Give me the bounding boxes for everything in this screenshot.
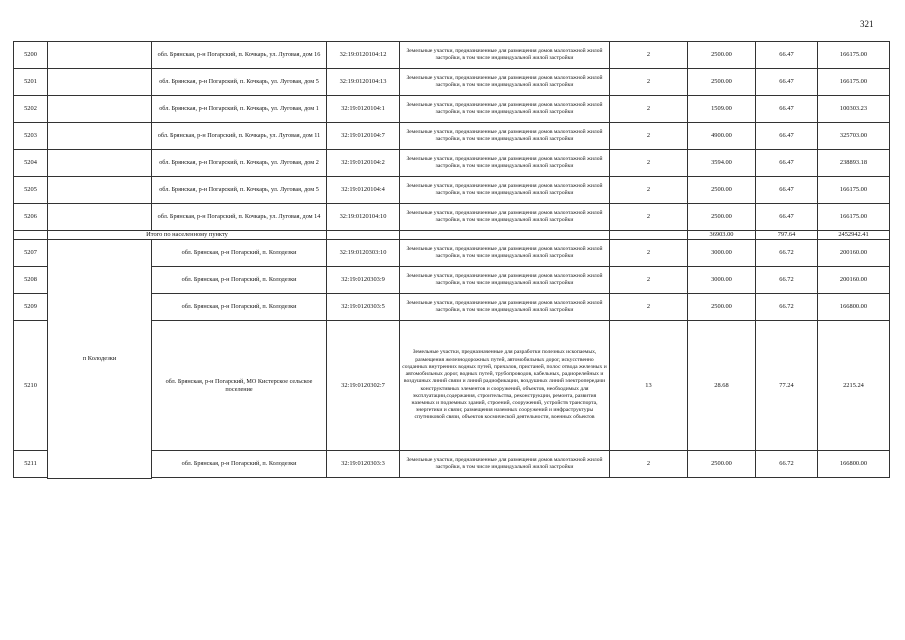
- table-row: [14, 69, 890, 96]
- value-cell: 100303.23: [818, 96, 890, 123]
- value-cell: 166800.00: [818, 294, 890, 321]
- rate-cell: 66.72: [756, 267, 818, 294]
- group-cell: 2: [610, 240, 688, 267]
- row-number: 5210: [14, 321, 48, 451]
- land-use-description: Земельные участки, предназначенные для размещения домов малоэтажной жилой застройки, в том числе индивидуальной жилой застройки: [400, 240, 610, 267]
- spacer-cell: [610, 478, 688, 479]
- land-use-description: Земельные участки, предназначенные для размещения домов малоэтажной жилой застройки, в том числе индивидуальной жилой застройки: [400, 294, 610, 321]
- area-cell: 2500.00: [688, 42, 756, 69]
- value-cell: 166175.00: [818, 69, 890, 96]
- settlement-cell: [48, 69, 152, 96]
- settlement-cell: [48, 123, 152, 150]
- rate-cell: 77.24: [756, 321, 818, 451]
- value-cell: 238893.18: [818, 150, 890, 177]
- rate-cell: 66.72: [756, 451, 818, 478]
- area-cell: 2500.00: [688, 177, 756, 204]
- rate-cell: 66.47: [756, 42, 818, 69]
- spacer-cell: [327, 478, 400, 479]
- value-cell: 200160.00: [818, 240, 890, 267]
- table-row: [14, 42, 890, 69]
- rate-cell: 66.47: [756, 69, 818, 96]
- address-cell: обл. Брянская, р-н Погарский, п. Кочкарь, ул. Луговая, дом 5: [152, 69, 327, 96]
- row-number: 5208: [14, 267, 48, 294]
- cadastral-number: 32:19:0120104:7: [327, 123, 400, 150]
- table-row: [14, 123, 890, 150]
- value-cell: 166175.00: [818, 204, 890, 231]
- table-row: [14, 177, 890, 204]
- area-cell: 2500.00: [688, 451, 756, 478]
- table-row: [14, 204, 890, 231]
- group-cell: 2: [610, 177, 688, 204]
- group-cell: 2: [610, 204, 688, 231]
- settlement-cell: [48, 177, 152, 204]
- address-cell: обл. Брянская, р-н Погарский, п. Колодезки: [152, 294, 327, 321]
- address-cell: обл. Брянская, р-н Погарский, п. Кочкарь, ул. Луговая, дом 11: [152, 123, 327, 150]
- group-cell: 2: [610, 150, 688, 177]
- subtotal-value: 2452942.41: [818, 231, 890, 240]
- group-cell: 2: [610, 267, 688, 294]
- address-cell: обл. Брянская, р-н Погарский, п. Кочкарь, ул. Луговая, дом 1: [152, 96, 327, 123]
- cadastral-number: 32:19:0120303:10: [327, 240, 400, 267]
- row-number: 5203: [14, 123, 48, 150]
- group-cell: 2: [610, 123, 688, 150]
- cadastral-number: 32:19:0120104:2: [327, 150, 400, 177]
- table-row: [14, 150, 890, 177]
- settlement-cell: [48, 96, 152, 123]
- group-cell: 2: [610, 294, 688, 321]
- row-number: 5200: [14, 42, 48, 69]
- rate-cell: 66.47: [756, 96, 818, 123]
- land-use-description: Земельные участки, предназначенные для размещения домов малоэтажной жилой застройки, в том числе индивидуальной жилой застройки: [400, 150, 610, 177]
- land-use-description: Земельные участки, предназначенные для разработки полезных ископаемых, размещения железнодорожных путей, автомобильных дорог, искусственно созданных внутренних водных путей, причалов, пристаней, полос отвода железных и автомобильных дорог, водных путей, трубопроводов, кабельных, радиорелейных и воздушных линий связи и линий радиофикации, воздушных линий электропередачи конструктивных элементов и сооружений, объектов, необходимых для эксплуатации,содержания, строительства, реконструкции, ремонта, развития наземных и подземных зданий, строений, сооружений, устройств транспорта, энергетики и связи; размещения наземных сооружений и инфраструктуры спутниковой связи, объектов космической деятельности, военных объектов: [400, 321, 610, 451]
- row-number: 5206: [14, 204, 48, 231]
- land-use-description: Земельные участки, предназначенные для размещения домов малоэтажной жилой застройки, в том числе индивидуальной жилой застройки: [400, 42, 610, 69]
- row-number: 5207: [14, 240, 48, 267]
- rate-cell: 66.72: [756, 240, 818, 267]
- subtotal-row: [14, 231, 890, 240]
- spacer-cell: [756, 478, 818, 479]
- land-use-description: Земельные участки, предназначенные для размещения домов малоэтажной жилой застройки, в том числе индивидуальной жилой застройки: [400, 177, 610, 204]
- rate-cell: 66.72: [756, 294, 818, 321]
- spacer-cell: [400, 478, 610, 479]
- value-cell: 166175.00: [818, 42, 890, 69]
- row-number: [14, 231, 48, 240]
- area-cell: 28.68: [688, 321, 756, 451]
- value-cell: 166800.00: [818, 451, 890, 478]
- land-use-description: Земельные участки, предназначенные для размещения домов малоэтажной жилой застройки, в том числе индивидуальной жилой застройки: [400, 96, 610, 123]
- spacer-cell: [818, 478, 890, 479]
- cadastral-number: 32:19:0120104:12: [327, 42, 400, 69]
- subtotal-label: Итого по населенному пункту: [48, 231, 327, 240]
- row-number: 5204: [14, 150, 48, 177]
- cadastral-number: 32:19:0120104:1: [327, 96, 400, 123]
- land-registry-table: [13, 41, 890, 479]
- area-cell: 1509.00: [688, 96, 756, 123]
- subtotal-area: 36903.00: [688, 231, 756, 240]
- settlement-cell: [48, 204, 152, 231]
- address-cell: обл. Брянская, р-н Погарский, п. Кочкарь, ул. Луговая, дом 14: [152, 204, 327, 231]
- group-cell: [610, 231, 688, 240]
- group-cell: 2: [610, 42, 688, 69]
- address-cell: обл. Брянская, р-н Погарский, п. Колодезки: [152, 451, 327, 478]
- cadastral-number: 32:19:0120104:4: [327, 177, 400, 204]
- area-cell: 3000.00: [688, 267, 756, 294]
- land-use-description: Земельные участки, предназначенные для размещения домов малоэтажной жилой застройки, в том числе индивидуальной жилой застройки: [400, 204, 610, 231]
- group-cell: 2: [610, 96, 688, 123]
- group-cell: 2: [610, 69, 688, 96]
- settlement-cell: [48, 150, 152, 177]
- land-use-description: Земельные участки, предназначенные для размещения домов малоэтажной жилой застройки, в том числе индивидуальной жилой застройки: [400, 267, 610, 294]
- row-number: 5211: [14, 451, 48, 478]
- spacer-cell: [14, 478, 48, 479]
- value-cell: 166175.00: [818, 177, 890, 204]
- cadastral-number: 32:19:0120104:13: [327, 69, 400, 96]
- area-cell: 3594.00: [688, 150, 756, 177]
- area-cell: 2500.00: [688, 204, 756, 231]
- row-number: 5201: [14, 69, 48, 96]
- cadastral-number: 32:19:0120303:9: [327, 267, 400, 294]
- row-number: 5209: [14, 294, 48, 321]
- row-number: 5202: [14, 96, 48, 123]
- cadastral-number: 32:19:0120302:7: [327, 321, 400, 451]
- cadastral-number: [327, 231, 400, 240]
- land-use-description: [400, 231, 610, 240]
- address-cell: обл. Брянская, р-н Погарский, п. Кочкарь, ул. Луговая, дом 5: [152, 177, 327, 204]
- spacer-cell: [688, 478, 756, 479]
- table-row: [14, 240, 890, 267]
- address-cell: обл. Брянская, р-н Погарский, МО Кистерское сельское поселение: [152, 321, 327, 451]
- page-number: 321: [860, 19, 874, 29]
- rate-cell: 66.47: [756, 150, 818, 177]
- subtotal-rate: 797.64: [756, 231, 818, 240]
- table-row: [14, 96, 890, 123]
- value-cell: 325703.00: [818, 123, 890, 150]
- area-cell: 2500.00: [688, 69, 756, 96]
- rate-cell: 66.47: [756, 204, 818, 231]
- address-cell: обл. Брянская, р-н Погарский, п. Кочкарь, ул. Луговая, дом 2: [152, 150, 327, 177]
- address-cell: обл. Брянская, р-н Погарский, п. Кочкарь, ул. Луговая, дом 16: [152, 42, 327, 69]
- group-cell: 2: [610, 451, 688, 478]
- area-cell: 3000.00: [688, 240, 756, 267]
- address-cell: обл. Брянская, р-н Погарский, п. Колодезки: [152, 267, 327, 294]
- land-use-description: Земельные участки, предназначенные для размещения домов малоэтажной жилой застройки, в том числе индивидуальной жилой застройки: [400, 69, 610, 96]
- settlement-cell: [48, 42, 152, 69]
- land-use-description: Земельные участки, предназначенные для размещения домов малоэтажной жилой застройки, в том числе индивидуальной жилой застройки: [400, 123, 610, 150]
- cadastral-number: 32:19:0120104:10: [327, 204, 400, 231]
- area-cell: 2500.00: [688, 294, 756, 321]
- value-cell: 200160.00: [818, 267, 890, 294]
- address-cell: обл. Брянская, р-н Погарский, п. Колодезки: [152, 240, 327, 267]
- cadastral-number: 32:19:0120303:3: [327, 451, 400, 478]
- land-use-description: Земельные участки, предназначенные для размещения домов малоэтажной жилой застройки, в том числе индивидуальной жилой застройки: [400, 451, 610, 478]
- rate-cell: 66.47: [756, 177, 818, 204]
- value-cell: 2215.24: [818, 321, 890, 451]
- group-cell: 13: [610, 321, 688, 451]
- area-cell: 4900.00: [688, 123, 756, 150]
- settlement-name: п Колодезки: [48, 240, 152, 479]
- rate-cell: 66.47: [756, 123, 818, 150]
- spacer-cell: [152, 478, 327, 479]
- cadastral-number: 32:19:0120303:5: [327, 294, 400, 321]
- row-number: 5205: [14, 177, 48, 204]
